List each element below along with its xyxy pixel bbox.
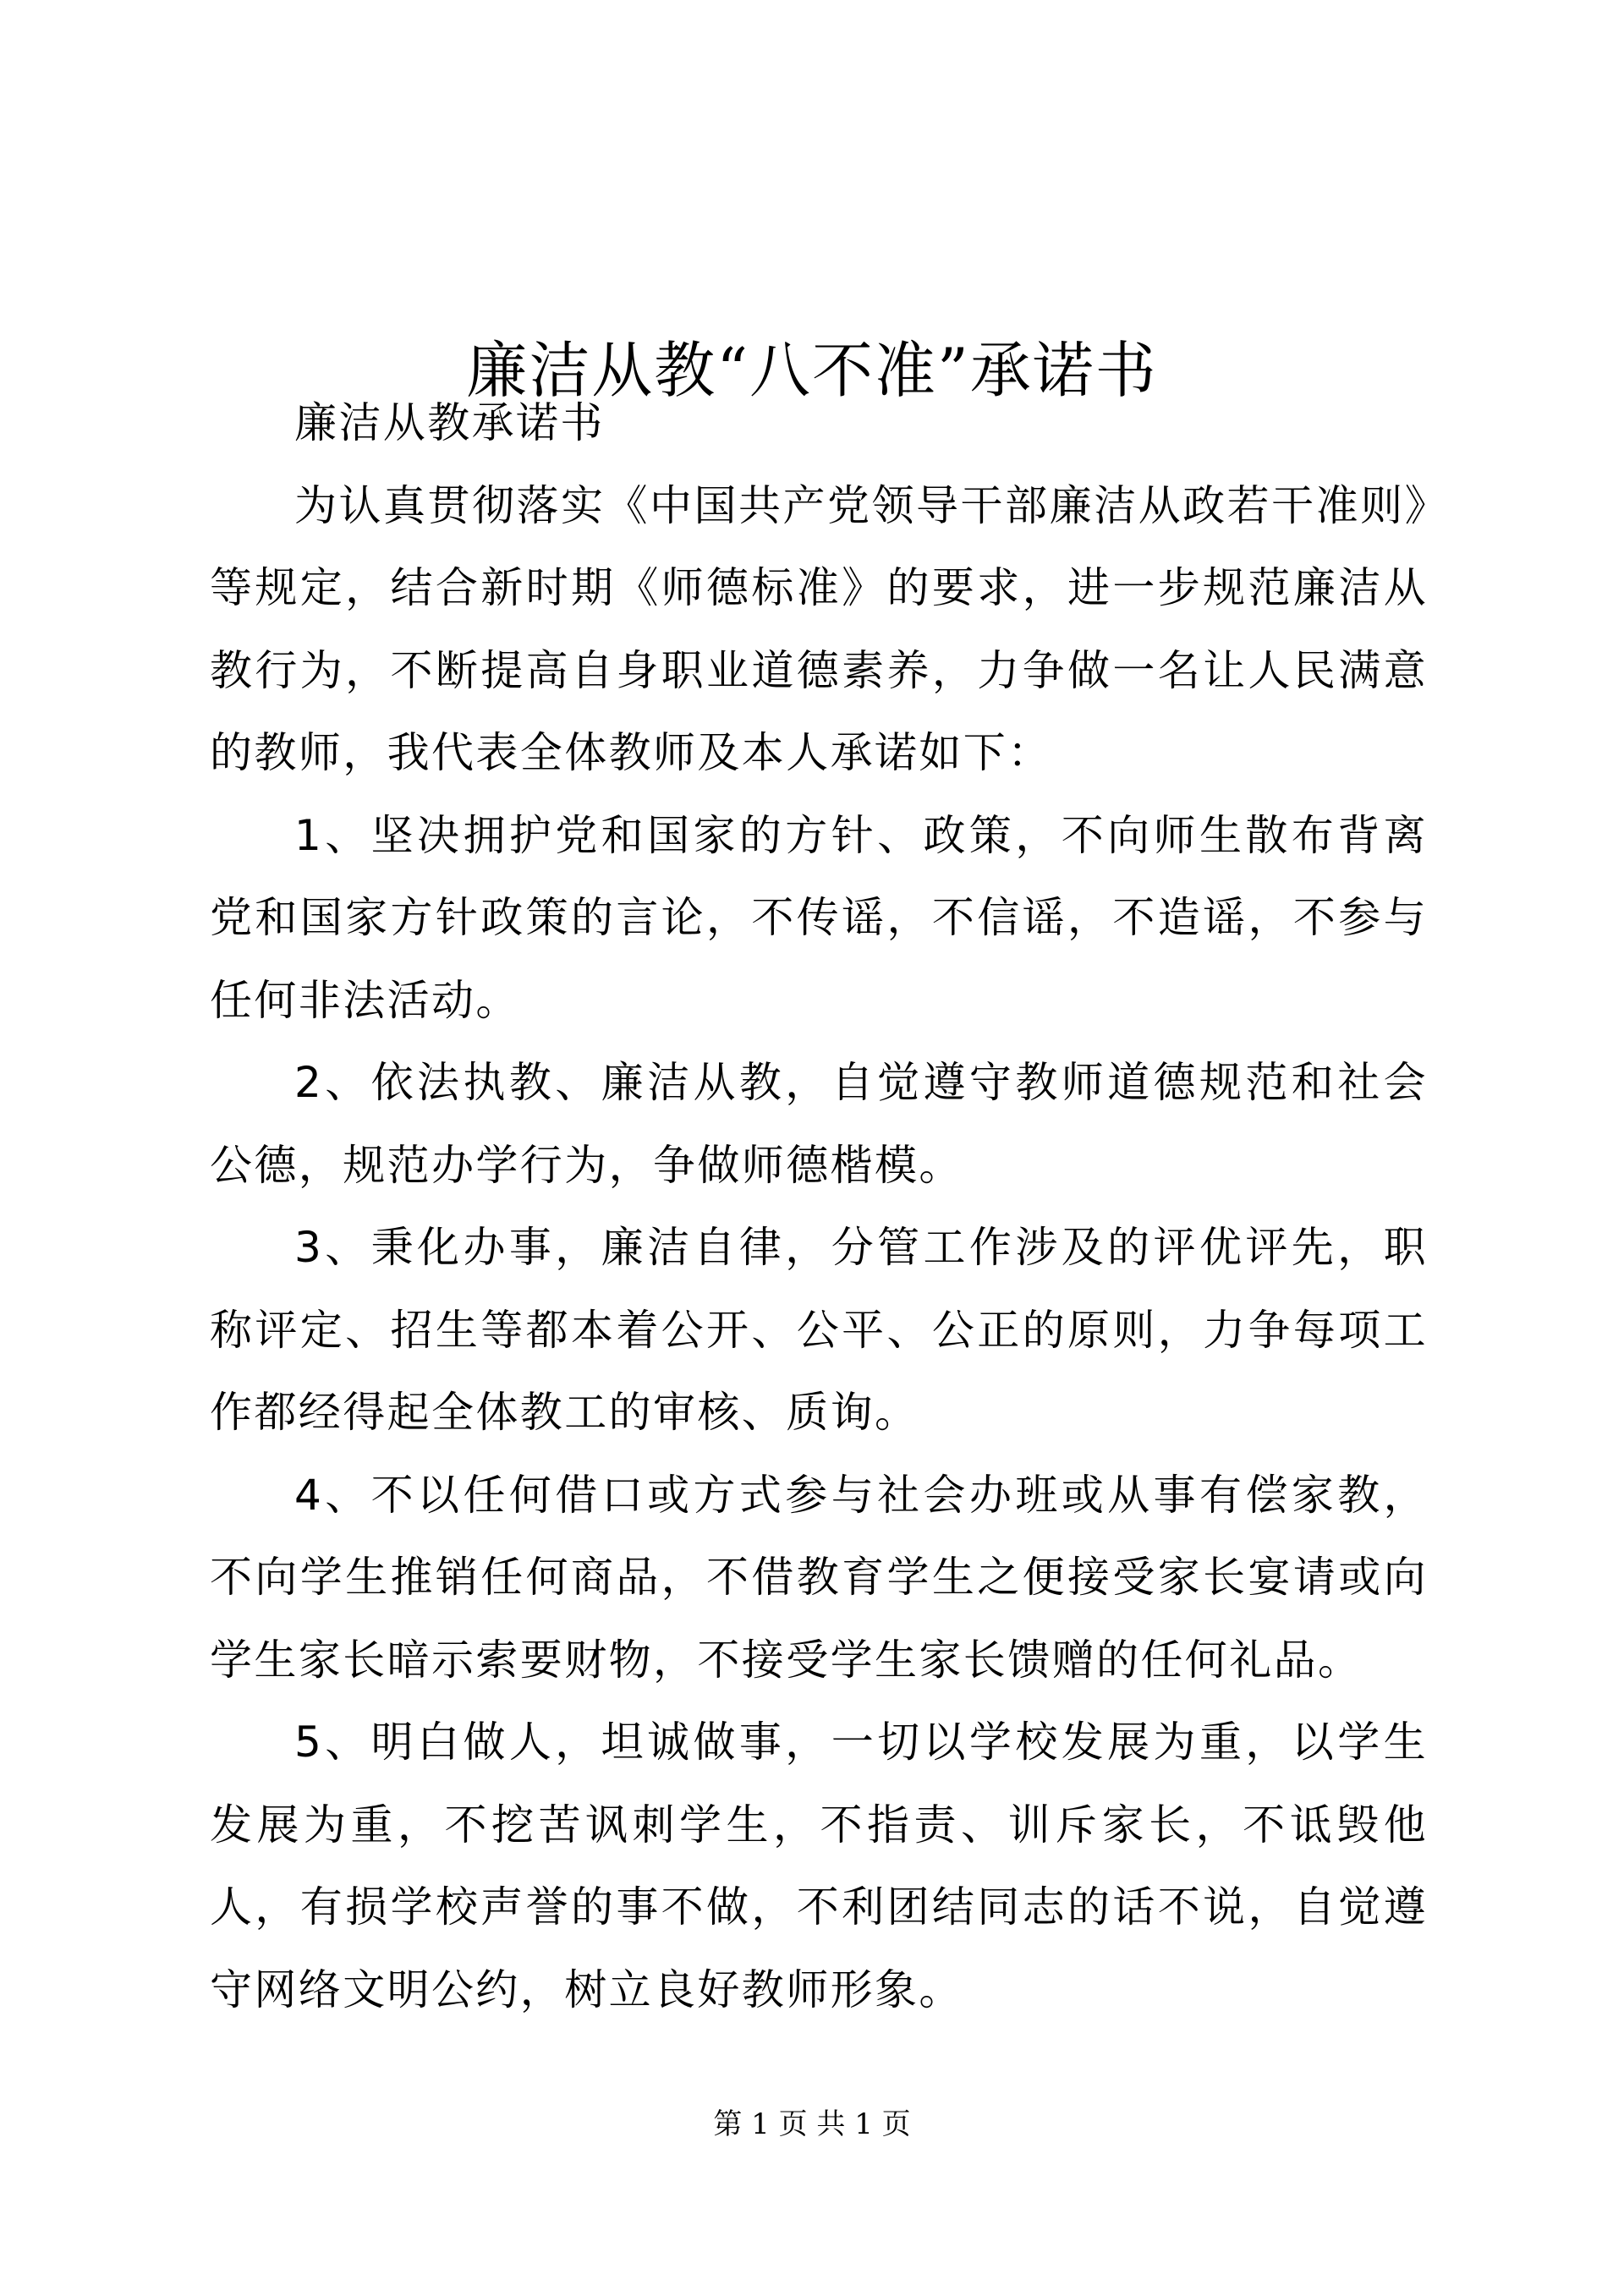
page-footer: 第 1 页 共 1 页 bbox=[713, 2107, 911, 2141]
intro-paragraph: 为认真贯彻落实《中国共产党领导干部廉洁从政若干准则》等规定，结合新时期《师德标准》的要求，进一步规范廉洁从教行为，不断提高自身职业道德素养，力争做一名让人民满意的教师，我代表全体教师及本人承诺如下： bbox=[210, 480, 1428, 777]
commitment-item-2: 2、依法执教、廉洁从教，自觉遵守教师道德规范和社会公德，规范办学行为，争做师德楷模。 bbox=[210, 1058, 1428, 1190]
document-subtitle: 廉洁从教承诺书 bbox=[294, 398, 605, 447]
commitment-item-3: 3、秉化办事，廉洁自律，分管工作涉及的评优评先，职称评定、招生等都本着公开、公平、公正的原则，力争每项工作都经得起全体教工的审核、质询。 bbox=[210, 1223, 1428, 1437]
commitment-item-5: 5、明白做人，坦诚做事，一切以学校发展为重，以学生发展为重，不挖苦讽刺学生，不指责、训斥家长，不诋毁他人，有损学校声誉的事不做，不利团结同志的话不说，自觉遵守网络文明公约，树立良好教师形象。 bbox=[210, 1718, 1428, 2014]
document-body bbox=[210, 382, 1428, 2031]
document-title: 廉洁从教“八不准”承诺书 bbox=[466, 335, 1158, 407]
commitment-item-1: 1、坚决拥护党和国家的方针、政策，不向师生散布背离党和国家方针政策的言论，不传谣，不信谣，不造谣，不参与任何非法活动。 bbox=[210, 810, 1428, 1025]
commitment-item-4: 4、不以任何借口或方式参与社会办班或从事有偿家教，不向学生推销任何商品，不借教育学生之便接受家长宴请或向学生家长暗示索要财物，不接受学生家长馈赠的任何礼品。 bbox=[210, 1470, 1428, 1685]
